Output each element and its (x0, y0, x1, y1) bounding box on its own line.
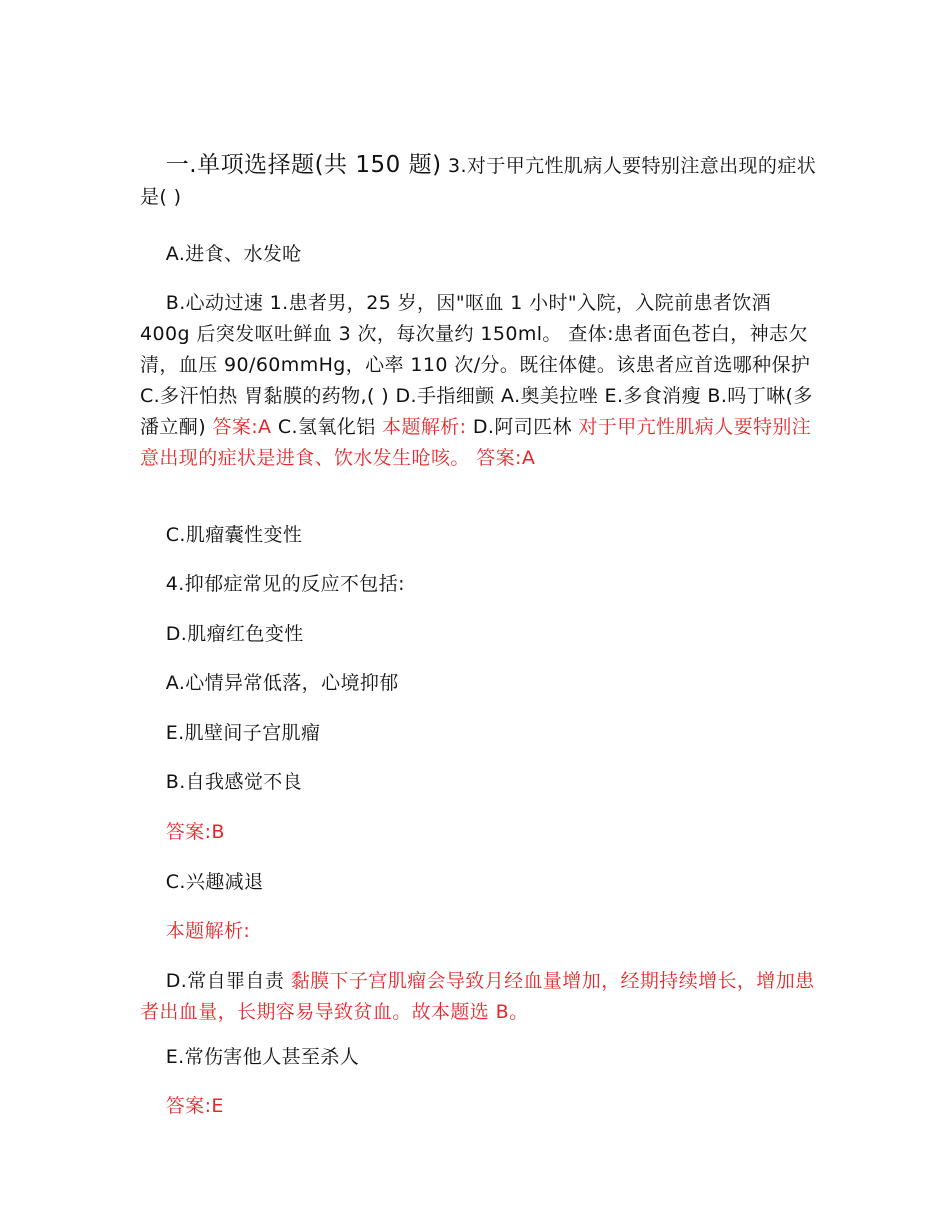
option-text: E.肌壁间子宫肌瘤 (165, 722, 321, 744)
section-heading: 一.单项选择题(共 150 题) (165, 152, 442, 178)
option-text: D.肌瘤红色变性 (165, 623, 304, 645)
question-1-text: B.心动过速 1.患者男，25 岁，因"呕血 1 小时"入院，入院前患者饮酒 400g 后突发呕吐鲜血 3 次，每次量约 150ml。 查体:患者面色苍白，神志欠清，血压 90/60mmHg，心率 110 次/分。既往体健。该患者应首选哪种保护 C.多汗怕热 胃黏膜的药物,( ) D.手指细颤 A.奥美拉唑 E.多食消瘦 B.吗丁啉(多潘立酮) (140, 292, 817, 438)
option-text: A.心情异常低落，心境抑郁 (165, 672, 399, 694)
question-3-stem: 3.对于甲亢性肌病人要特别注意出现的症状是( ) (140, 155, 817, 208)
paragraph-mixed (140, 257, 820, 505)
answer-text: 答案:E (165, 1095, 224, 1117)
option-text: C.氢氧化铝 (271, 416, 383, 438)
explanation-label: 本题解析: (382, 416, 467, 438)
explanation-label: 本题解析: (165, 920, 251, 942)
answer-line (140, 1060, 820, 1153)
explanation-text: 对于甲亢性肌病人要特别注意出现的症状是进食、饮水发生呛咳。 答案:A (140, 416, 812, 469)
answer-text: 答案:B (165, 821, 225, 843)
option-text: A.进食、水发呛 (165, 243, 302, 265)
option-text: E.常伤害他人甚至杀人 (165, 1046, 360, 1068)
option-text: D.常自罪自责 (165, 970, 291, 992)
question-text: 4.抑郁症常见的反应不包括: (165, 573, 405, 595)
option-text: D.阿司匹林 (466, 416, 579, 438)
option-text: C.肌瘤囊性变性 (165, 524, 303, 546)
explanation-text: 黏膜下子宫肌瘤会导致月经血量增加，经期持续增长，增加患者出血量，长期容易导致贫血。故本题选 B。 (140, 970, 815, 1023)
option-text: C.兴趣减退 (165, 871, 264, 893)
option-text: B.自我感觉不良 (165, 771, 303, 793)
answer-label: 答案:A (212, 416, 272, 438)
